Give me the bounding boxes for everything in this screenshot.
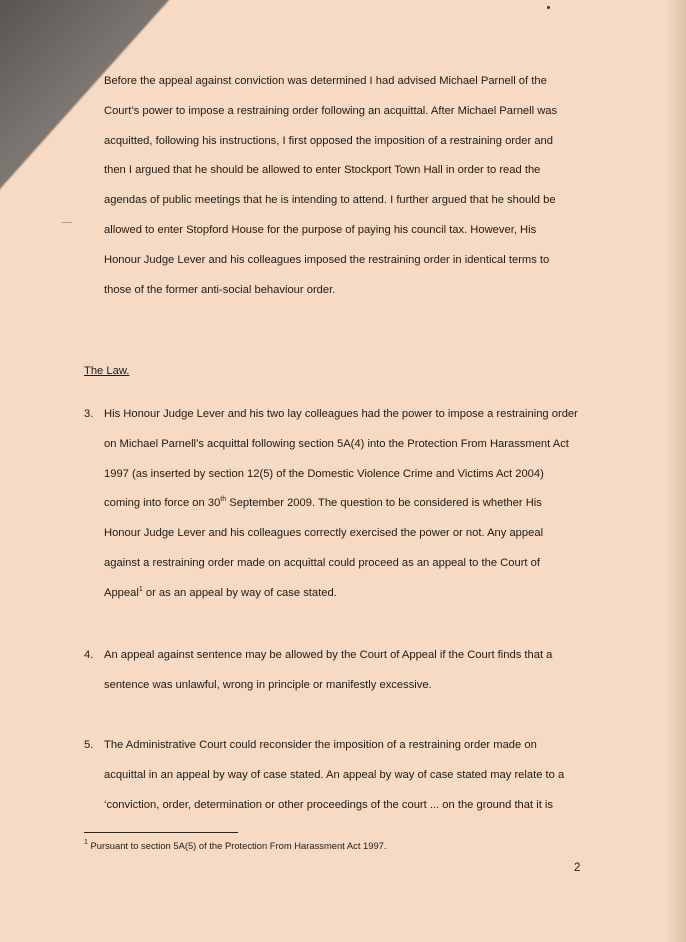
paragraph-5	[104, 731, 594, 820]
paragraph-line: Before the appeal against conviction was determined I had advised Michael Parnell of the	[104, 75, 547, 87]
paragraph-line: An appeal against sentence may be allowed by the Court of Appeal if the Court finds that a	[104, 649, 553, 661]
paragraph-line: The Administrative Court could reconsider the imposition of a restraining order made on	[104, 739, 537, 751]
line-text: September 2009. The question to be considered is whether His	[226, 497, 542, 510]
paragraph-line: against a restraining order made on acquittal could proceed as an appeal to the Court of	[104, 556, 540, 569]
line-text: coming into force on 30	[104, 497, 221, 510]
line-text: or as an appeal by way of case stated.	[142, 586, 337, 599]
footnote	[84, 840, 387, 851]
paragraph-line: acquittal in an appeal by way of case stated. An appeal by way of case stated may relate to a	[104, 768, 565, 781]
footnote-separator	[84, 832, 238, 833]
paragraph-line: His Honour Judge Lever and his two lay colleagues had the power to impose a restraining order	[104, 408, 578, 420]
paragraph-line: 1997 (as inserted by section 12(5) of the Domestic Violence Crime and Victims Act 2004)	[104, 467, 544, 480]
paragraph-line: Honour Judge Lever and his colleagues correctly exercised the power or not. Any appeal	[104, 527, 544, 540]
paragraph-number: 4.	[84, 649, 94, 661]
paragraph-line: on Michael Parnell’s acquittal following section 5A(4) into the Protection From Harassment Act	[104, 437, 569, 450]
paragraph-line: ‘conviction, order, determination or other proceedings of the court ... on the ground that it is	[104, 798, 554, 811]
intro-paragraph	[104, 67, 594, 305]
section-heading: The Law.	[84, 365, 130, 377]
paragraph-3	[104, 400, 594, 609]
paragraph-number: 5.	[84, 739, 94, 751]
paragraph-line: Honour Judge Lever and his colleagues imposed the restraining order in identical terms to	[104, 253, 550, 266]
paragraph-line: acquitted, following his instructions, I first opposed the imposition of a restraining order and	[104, 134, 553, 147]
paragraph-line: then I argued that he should be allowed to enter Stockport Town Hall in order to read the	[104, 164, 541, 177]
page-number: 2	[574, 862, 581, 874]
footnote-marker: 1	[84, 839, 88, 846]
paragraph-4	[104, 641, 594, 701]
paragraph-line: allowed to enter Stopford House for the purpose of paying his council tax. However, His	[104, 223, 537, 236]
footnote-ref: 1	[138, 585, 143, 593]
ordinal-suffix: th	[220, 496, 227, 504]
page-edge-shadow	[664, 0, 686, 942]
footnote-text: Pursuant to section 5A(5) of the Protection From Harassment Act 1997.	[87, 840, 387, 851]
paragraph-line	[104, 489, 594, 519]
ink-speck	[547, 6, 550, 9]
paragraph-line	[104, 579, 594, 609]
ink-mark	[62, 222, 72, 223]
line-text: Appeal	[104, 586, 139, 599]
paragraph-line: Court’s power to impose a restraining order following an acquittal. After Michael Parnell was	[104, 104, 558, 117]
paragraph-number: 3.	[84, 408, 94, 420]
paragraph-line: sentence was unlawful, wrong in principle or manifestly excessive.	[104, 678, 432, 691]
paragraph-line: those of the former anti-social behaviour order.	[104, 283, 336, 296]
paragraph-line: agendas of public meetings that he is intending to attend. I further argued that he should be	[104, 194, 556, 207]
